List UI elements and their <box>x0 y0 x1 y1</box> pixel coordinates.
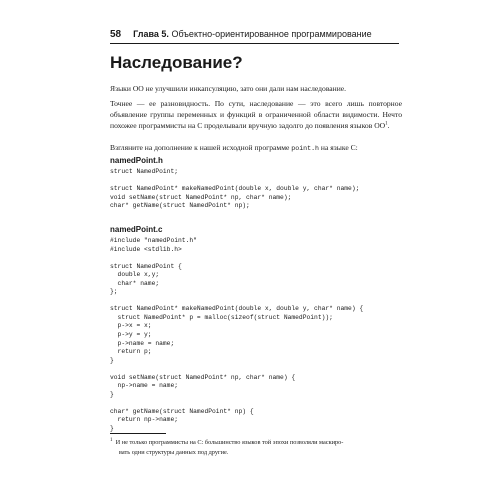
running-header <box>110 27 399 41</box>
paragraph: Языки ОО не улучшили инкапсуляцию, зато они дали нам наследование. <box>110 84 347 93</box>
footnote-line-2: вать одни структуры данных под другие. <box>119 449 229 456</box>
file-name-label: namedPoint.c <box>110 225 163 234</box>
chapter-title: Объектно-ориентированное программирование <box>171 29 372 39</box>
intro-text-before: Взгляните на дополнение к нашей исходной программе <box>110 143 292 152</box>
footnote-rule <box>110 433 166 434</box>
footnote-reference[interactable]: 1 <box>385 121 388 127</box>
paragraph-intro <box>110 142 402 154</box>
paragraph-text: Точнее — ее разновидность. По сути, наследование — это всего лишь повторное объявление группы переменных и функций в ограниченной области видимости. Нечто похожее программисты на С проделывали вручную задолго до появления языков ОО <box>110 99 402 130</box>
inline-code: point.h <box>291 145 319 152</box>
footnote-line-1: И не только программисты на С: большинство языков той эпохи позволяли маскиро- <box>115 439 344 446</box>
code-listing: struct NamedPoint; struct NamedPoint* makeNamedPoint(double x, double y, char* name); void setName(struct NamedPoint* np, char* name); char* getName(struct NamedPoint* np); <box>110 168 360 210</box>
header-rule <box>110 43 399 44</box>
chapter-label: Глава 5. <box>133 29 169 39</box>
code-listing: #include "namedPoint.h" #include <stdlib.h> struct NamedPoint { double x,y; char* name; }; struct NamedPoint* makeNamedPoint(double x, double y, char* name) { struct NamedPoint* p = malloc(sizeof(struct NamedPoint)); p->x = x; p->y = y; p->name = name; return p; } void setName(struct NamedPoint* np, char* name) { np->name = name; } char* getName(struct NamedPoint* np) { return np->name; } <box>110 237 364 433</box>
footnote <box>110 438 402 458</box>
paragraph: Точнее — ее разновидность. По сути, наследование — это всего лишь повторное объявление группы переменных и функций в ограниченной области видимости. Нечто похожее программисты на С проделывали вручную задолго до появления языков $ОО^1$. <box>110 99 402 130</box>
footnote-number: 1 <box>110 437 113 443</box>
section-heading: Наследование? <box>110 53 243 72</box>
intro-text-after: на языке С: <box>319 143 358 152</box>
page-number: 58 <box>110 29 122 40</box>
file-name-label: namedPoint.h <box>110 156 163 165</box>
